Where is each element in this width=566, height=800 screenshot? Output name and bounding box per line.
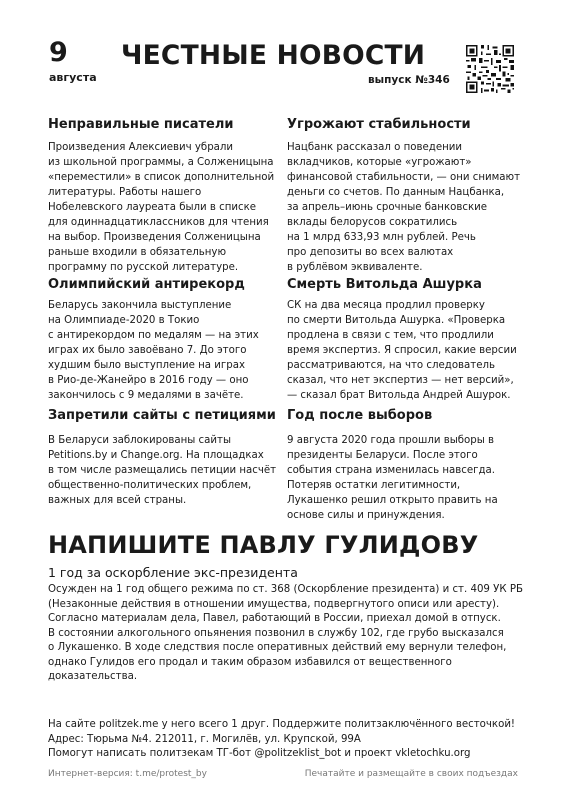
article-title-elections: Год после выборов: [287, 408, 433, 423]
article-title-ashurok: Смерть Витольда Ашурка: [287, 277, 482, 292]
article-title-petitions: Запретили сайты с петициями: [48, 408, 276, 423]
article-title-stability: Угрожают стабильности: [287, 117, 471, 132]
issue-month: августа: [49, 71, 97, 84]
article-body-elections: 9 августа 2020 года прошли выборы в президенты Беларуси. После этого события страна изменилась навсегда. Потеряв остатки легитимности, Лукашенко решил открыто править на основе силы и принуждения.: [287, 435, 498, 521]
qr-code-icon: [466, 45, 514, 93]
footer-web-link: Интернет-версия: t.me/protest_by: [48, 769, 207, 779]
article-body-olympics: Беларусь закончила выступление на Олимпиаде-2020 в Токио с антирекордом по медалям — на этих играх их было завоёвано 7. До этого худшим было выступление на играх в Рио-де-Жанейро в 2016 году — оно закончилось с 9 медалями в зачёте.: [48, 300, 259, 401]
article-body-petitions: В Беларуси заблокированы сайты Petitions.by и Change.org. На площадках в том числе размещались петиции насчёт общественно-политических проблем, важных для всей страны.: [48, 435, 277, 506]
feature-contact: На сайте politzek.me у него всего 1 друг. Поддержите политзаключённого весточкой! Адрес: Тюрьма №4. 212011, г. Могилёв, ул. Крупской, 99А Помогут написать политзекам ТГ-бот @politzeklist_bot и проект vkletochku.org: [48, 719, 516, 759]
feature-body: Осужден на 1 год общего режима по ст. 368 (Оскорбление президента) и ст. 409 УК РБ (Незаконные действия в отношении имущества, подвергнутого описи или аресту). Согласно материалам дела, Павел, работающий в России, приехал домой в отпуск. В состоянии алкогольного опьянения позвонил в службу 102, где грубо высказался о Лукашенко. В ходе следствия после оперативных действий ему вернули телефон, однако Гулидов его продал и таким образом избавился от вещественного доказательства.: [48, 584, 523, 682]
article-title-writers: Неправильные писатели: [48, 117, 234, 132]
footer-note: Печатайте и размещайте в своих подъездах: [304, 769, 518, 779]
issue-number: выпуск №346: [368, 74, 450, 86]
masthead-title: ЧЕСТНЫЕ НОВОСТИ: [121, 40, 426, 71]
issue-day: 9: [49, 37, 68, 68]
feature-subtitle: 1 год за оскорбление экс-президента: [48, 565, 298, 580]
article-title-olympics: Олимпийский антирекорд: [48, 277, 245, 292]
article-body-writers: Произведения Алексиевич убрали из школьной программы, а Солженицына «переместили» в список дополнительной литературы. Работы нашего Нобелевского лауреата были в списке для одиннадцатиклассников для чтения на выбор. Произведения Солженицына раньше входили в обязательную программу по русской литературе.: [48, 142, 275, 273]
article-body-ashurok: СК на два месяца продлил проверку по смерти Витольда Ашурка. «Проверка продлена в связи с тем, что продлили время экспертиз. Я спросил, какие версии рассматриваются, на что следователь сказал, что нет экспертиз — нет версий», — сказал брат Витольда Андрей Ашурок.: [287, 300, 517, 401]
article-body-stability: Нацбанк рассказал о поведении вкладчиков, которые «угрожают» финансовой стабильности, — они снимают деньги со счетов. По данным Нацбанка, за апрель–июнь срочные банковские вклады белорусов сократились на 1 млрд 633,93 млн рублей. Речь про депозиты во всех валютах в рублёвом эквиваленте.: [287, 142, 521, 273]
feature-title: НАПИШИТЕ ПАВЛУ ГУЛИДОВУ: [48, 531, 479, 559]
